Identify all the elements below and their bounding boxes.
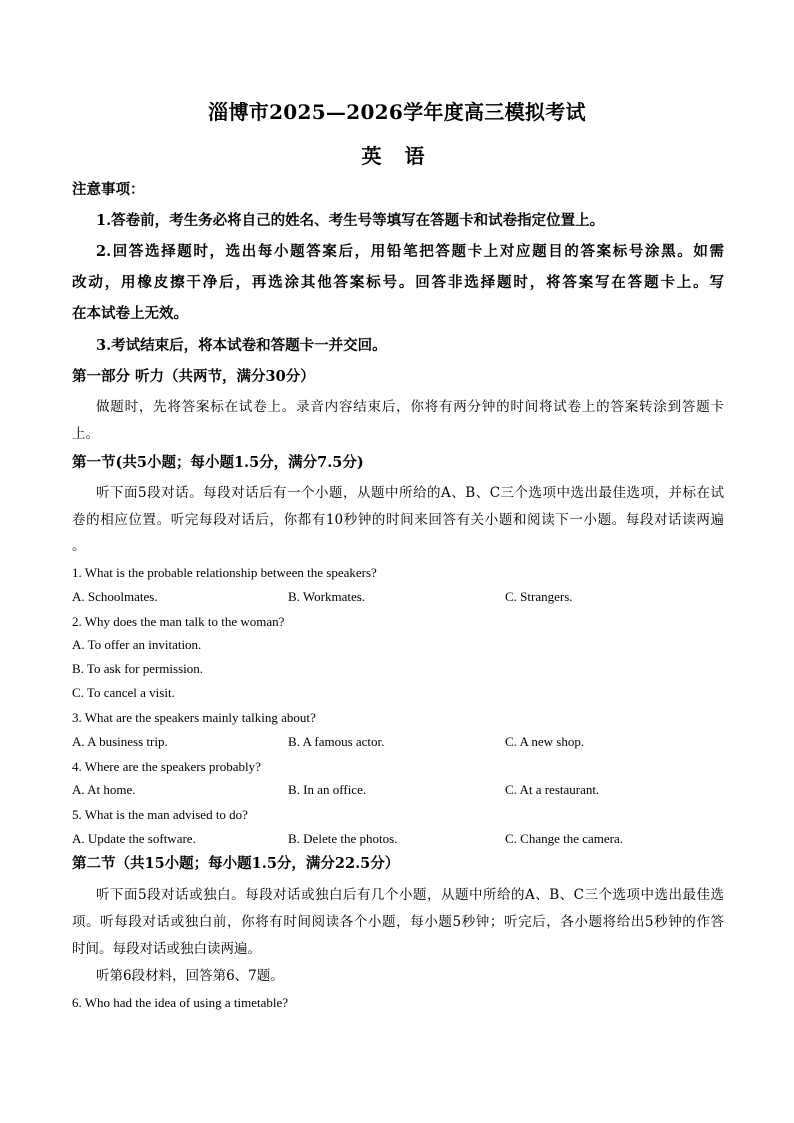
- question-6: 6. Who had the idea of using a timetable?: [72, 995, 288, 1010]
- question-3: 3. What are the speakers mainly talking about?: [72, 710, 316, 725]
- section1-intro-line-2: 卷的相应位置。听完每段对话后，你都有10秒钟的时间来回答有关小题和阅读下一小题。每段对话读两遍: [72, 512, 724, 528]
- question-3-option-b: B. A famous actor.: [288, 734, 385, 749]
- section2-intro-line-1: 听下面5段对话或独白。每段对话或独白后有几个小题，从题中所给的A、B、C三个选项中选出最佳选: [96, 887, 724, 903]
- question-2-option-a: A. To offer an invitation.: [72, 637, 202, 652]
- question-1-option-a: A. Schoolmates.: [72, 589, 158, 604]
- notice-item-2-line-3: 在本试卷上无效。: [72, 305, 188, 322]
- notice-item-2-line-2: 改动，用橡皮擦干净后，再选涂其他答案标号。回答非选择题时，将答案写在答题卡上。写: [72, 274, 724, 291]
- notice-heading: 注意事项：: [72, 181, 145, 198]
- material-6-instruction: 听第6段材料，回答第6、7题。: [96, 968, 284, 984]
- question-4-option-c: C. At a restaurant.: [505, 782, 600, 797]
- part1-heading: 第一部分 听力（共两节，满分30分）: [72, 368, 315, 385]
- question-5-option-c: C. Change the camera.: [505, 831, 624, 846]
- question-1: 1. What is the probable relationship between the speakers?: [72, 565, 377, 580]
- notice-item-3: 3.考试结束后，将本试卷和答题卡一并交回。: [96, 337, 387, 354]
- part1-intro-line-2: 上。: [72, 426, 99, 442]
- question-3-option-c: C. A new shop.: [505, 734, 585, 749]
- section1-intro-line-1: 听下面5段对话。每段对话后有一个小题，从题中所给的A、B、C三个选项中选出最佳选项，并标在试: [96, 485, 724, 501]
- question-2-option-b: B. To ask for permission.: [72, 661, 204, 676]
- question-1-option-b: B. Workmates.: [288, 589, 366, 604]
- section1-heading: 第一节(共5小题；每小题1.5分，满分7.5分): [72, 454, 364, 471]
- question-4: 4. Where are the speakers probably?: [72, 759, 261, 774]
- question-4-option-b: B. In an office.: [288, 782, 367, 797]
- part1-intro-line-1: 做题时，先将答案标在试卷上。录音内容结束后，你将有两分钟的时间将试卷上的答案转涂到答题卡: [96, 399, 724, 415]
- question-2: 2. Why does the man talk to the woman?: [72, 614, 285, 629]
- question-5-option-b: B. Delete the photos.: [288, 831, 398, 846]
- section2-heading: 第二节（共15小题；每小题1.5分，满分22.5分）: [72, 855, 400, 872]
- question-2-option-c: C. To cancel a visit.: [72, 685, 175, 700]
- section1-intro-line-3: 。: [72, 538, 86, 554]
- section2-intro-line-3: 时间。每段对话或独白读两遍。: [72, 941, 261, 957]
- question-5-option-a: A. Update the software.: [72, 831, 196, 846]
- notice-item-2-line-1: 2.回答选择题时，选出每小题答案后，用铅笔把答题卡上对应题目的答案标号涂黑。如需: [96, 243, 724, 260]
- question-5: 5. What is the man advised to do?: [72, 807, 248, 822]
- exam-title: 淄博市2025—2026学年度高三模拟考试: [208, 100, 586, 124]
- question-1-option-c: C. Strangers.: [505, 589, 573, 604]
- question-4-option-a: A. At home.: [72, 782, 136, 797]
- question-3-option-a: A. A business trip.: [72, 734, 168, 749]
- subject-title: 英 语: [361, 144, 433, 168]
- section2-intro-line-2: 项。听每段对话或独白前，你将有时间阅读各个小题，每小题5秒钟；听完后，各小题将给出5秒钟的作答: [72, 914, 724, 930]
- notice-item-1: 1.答卷前，考生务必将自己的姓名、考生号等填写在答题卡和试卷指定位置上。: [96, 212, 605, 229]
